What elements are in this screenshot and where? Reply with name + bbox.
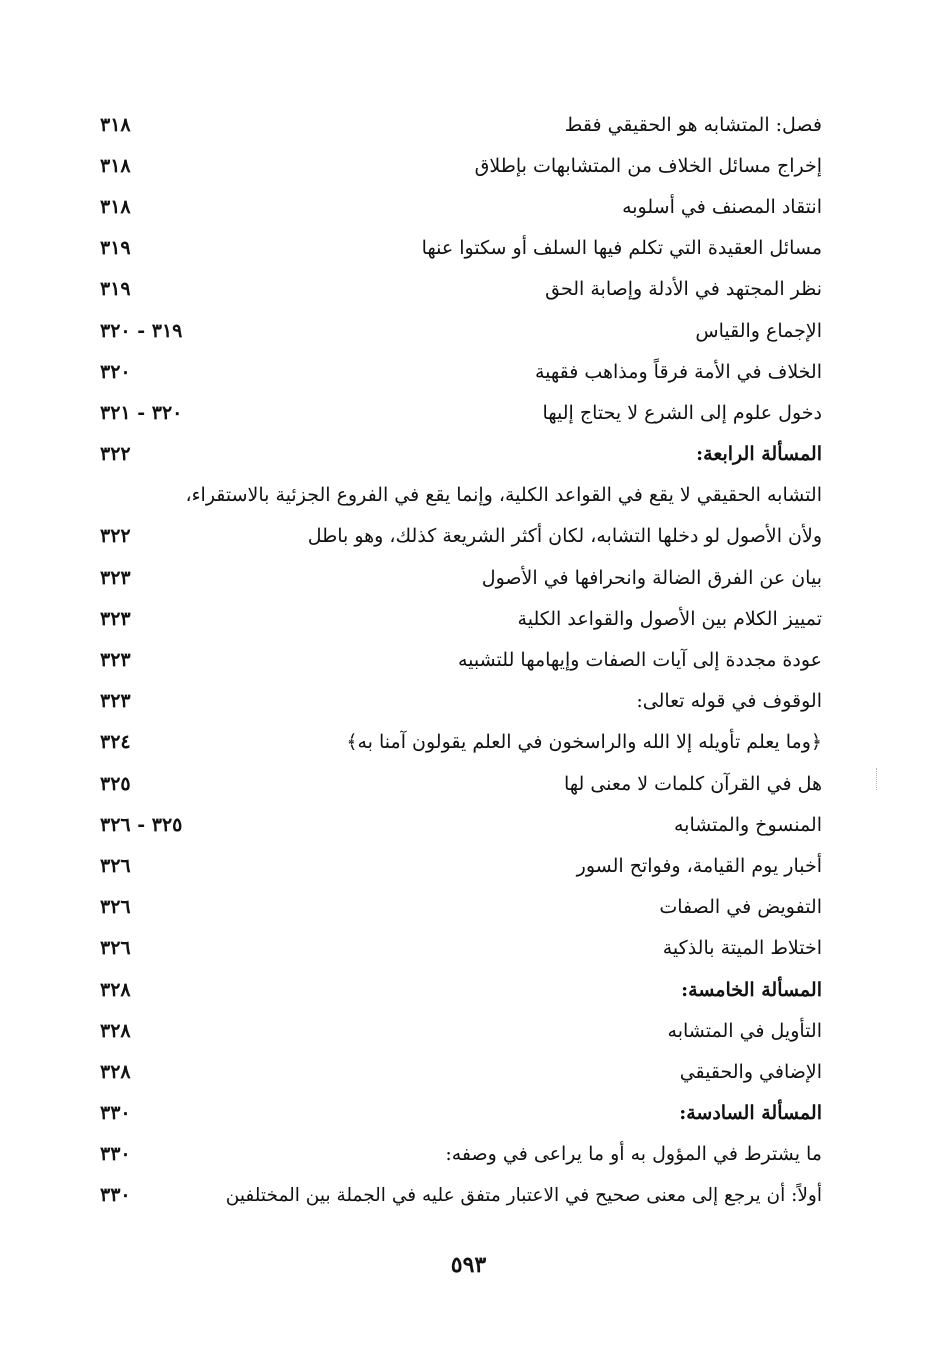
entry-title: ﴿وما يعلم تأويله إلا الله والراسخون في العلم يقولون آمنا به﴾ [346, 731, 822, 754]
entry-title: الوقوف في قوله تعالى: [636, 690, 822, 713]
toc-entry [100, 928, 822, 969]
toc-entry [100, 681, 822, 722]
toc-entry [100, 434, 822, 475]
entry-page-number: ٣٢٦ [100, 854, 131, 877]
toc-entry [100, 639, 822, 680]
section-heading: المسألة السادسة: [679, 1102, 822, 1125]
entry-page-number: ٣٢٤ [100, 731, 131, 754]
toc-entry [100, 845, 822, 886]
entry-page-number: ٣٢٥ [100, 772, 131, 795]
entry-page-number: ٣١٩ [100, 237, 131, 260]
entry-page-number: ٣٢٠ - ٣٢١ [100, 401, 183, 424]
toc-entry [100, 475, 822, 516]
entry-page-number: ٣٣٠ [100, 1143, 131, 1166]
toc-entry [100, 1175, 822, 1216]
entry-title: التفويض في الصفات [659, 896, 822, 919]
entry-page-number: ٣٣٠ [100, 1102, 131, 1125]
scan-artifact [876, 768, 881, 790]
toc-entry [100, 887, 822, 928]
toc-entry [100, 228, 822, 269]
entry-page-number: ٣٢٠ [100, 360, 131, 383]
toc-entry [100, 1134, 822, 1175]
toc-entry [100, 722, 822, 763]
toc-entry [100, 145, 822, 186]
entry-page-number: ٣٢٥ - ٣٢٦ [100, 813, 183, 836]
entry-page-number: ٣٣٠ [100, 1184, 131, 1207]
entry-page-number: ٣١٨ [100, 113, 131, 136]
toc-entry [100, 351, 822, 392]
entry-title: دخول علوم إلى الشرع لا يحتاج إليها [542, 401, 822, 424]
entry-page-number: ٣١٨ [100, 154, 131, 177]
entry-page-number: ٣١٩ [100, 278, 131, 301]
entry-title: هل في القرآن كلمات لا معنى لها [563, 772, 822, 795]
toc-entry [100, 969, 822, 1010]
entry-title: ما يشترط في المؤول به أو ما يراعى في وصفه: [445, 1143, 822, 1166]
toc-entry [100, 763, 822, 804]
entry-title: عودة مجددة إلى آيات الصفات وإيهامها للتشبيه [457, 649, 822, 672]
section-heading: المسألة الخامسة: [681, 978, 822, 1001]
entry-title: الخلاف في الأمة فرقاً ومذاهب فقهية [534, 360, 822, 383]
entry-title: المنسوخ والمتشابه [673, 813, 822, 836]
entry-title: اختلاط الميتة بالذكية [662, 937, 822, 960]
entry-page-number: ٣٢٣ [100, 566, 131, 589]
toc-entry [100, 516, 822, 557]
toc-entry [100, 1093, 822, 1134]
entry-title: مسائل العقيدة التي تكلم فيها السلف أو سكتوا عنها [421, 237, 822, 260]
entry-title: بيان عن الفرق الضالة وانحرافها في الأصول [481, 566, 822, 589]
entry-title: أولاً: أن يرجع إلى معنى صحيح في الاعتبار متفق عليه في الجملة بين المختلفين [225, 1184, 822, 1206]
toc-entry [100, 392, 822, 433]
section-heading: المسألة الرابعة: [696, 443, 822, 466]
entry-page-number: ٣٢٦ [100, 896, 131, 919]
entry-title: انتقاد المصنف في أسلوبه [622, 195, 822, 218]
entry-page-number: ٣٢٨ [100, 1019, 131, 1042]
entry-title: الإجماع والقياس [695, 319, 822, 342]
entry-page-number: ٣٢٨ [100, 1060, 131, 1083]
page-number: ٥٩٣ [450, 1252, 487, 1278]
entry-title: الإضافي والحقيقي [679, 1060, 822, 1083]
toc-entry [100, 310, 822, 351]
toc-entry [100, 557, 822, 598]
entry-title: نظر المجتهد في الأدلة وإصابة الحق [545, 278, 822, 301]
entry-title: فصل: المتشابه هو الحقيقي فقط [564, 113, 822, 136]
entry-page-number: ٣٢٨ [100, 978, 131, 1001]
entry-page-number: ٣١٨ [100, 195, 131, 218]
entry-title: ولأن الأصول لو دخلها التشابه، لكان أكثر الشريعة كذلك، وهو باطل [307, 525, 822, 548]
entry-title: تمييز الكلام بين الأصول والقواعد الكلية [517, 607, 822, 630]
toc-entry [100, 1051, 822, 1092]
toc-entry [100, 598, 822, 639]
entry-page-number: ٣٢٣ [100, 649, 131, 672]
entry-page-number: ٣٢٢ [100, 525, 131, 548]
entry-title: التأويل في المتشابه [667, 1019, 822, 1042]
entry-page-number: ٣٢٣ [100, 690, 131, 713]
entry-page-number: ٣١٩ - ٣٢٠ [100, 319, 183, 342]
toc-entry [100, 186, 822, 227]
entry-page-number: ٣٢٦ [100, 937, 131, 960]
entry-title: إخراج مسائل الخلاف من المتشابهات بإطلاق [474, 154, 822, 177]
toc-entry [100, 104, 822, 145]
entry-title: التشابه الحقيقي لا يقع في القواعد الكلية، وإنما يقع في الفروع الجزئية بالاستقراء، [185, 484, 822, 507]
toc-entry [100, 1010, 822, 1051]
toc-entry [100, 804, 822, 845]
entry-page-number: ٣٢٣ [100, 607, 131, 630]
entry-title: أخبار يوم القيامة، وفواتح السور [576, 854, 822, 877]
toc-entry [100, 269, 822, 310]
table-of-contents [100, 104, 822, 1216]
entry-page-number: ٣٢٢ [100, 443, 131, 466]
